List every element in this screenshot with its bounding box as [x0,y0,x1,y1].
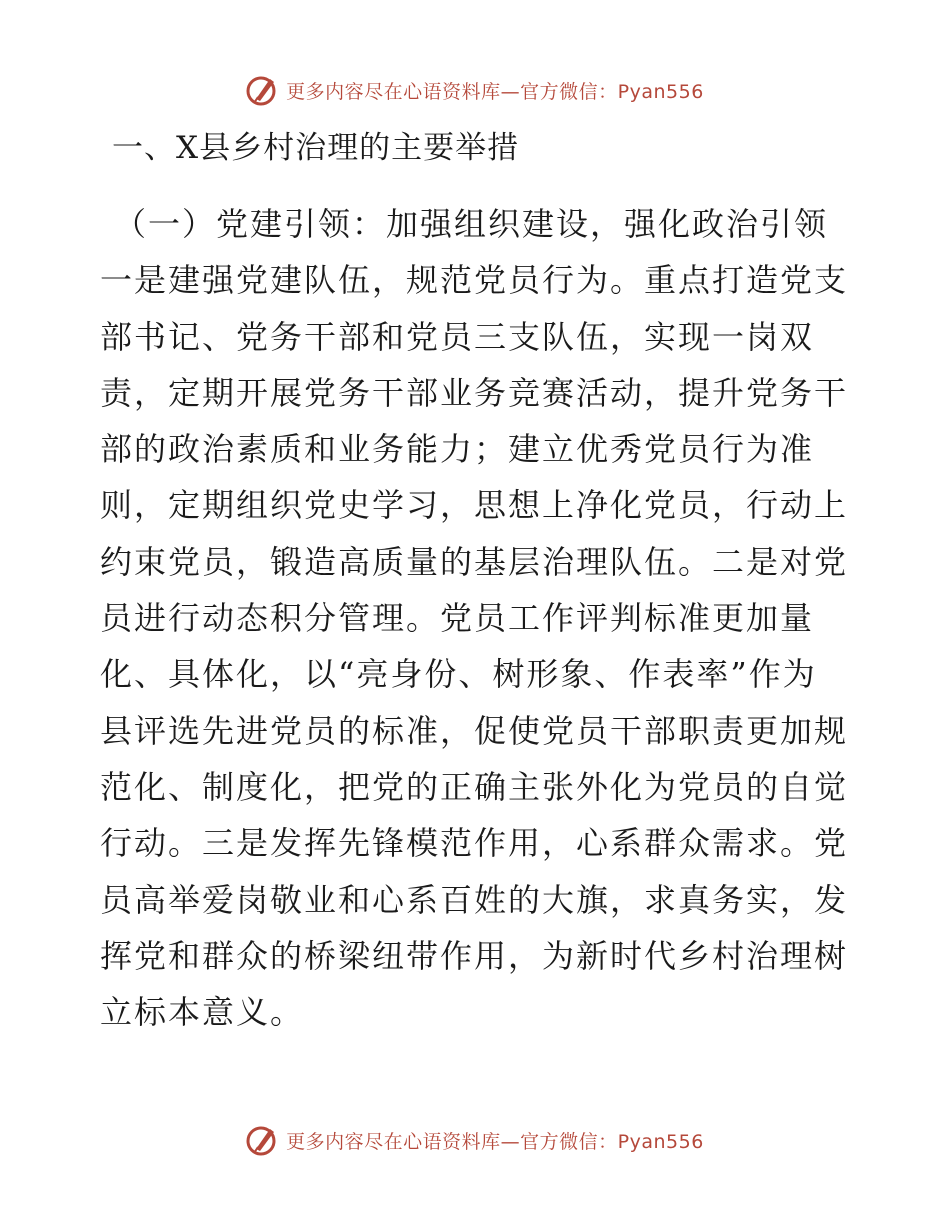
banner-text: 更多内容尽在心语资料库—官方微信：Pyan556 [286,80,704,103]
header-banner [0,70,950,110]
footer-banner [0,1120,950,1160]
body-line: 部书记、党务干部和党员三支队伍，实现一岗双 [100,317,815,356]
body-line: 责，定期开展党务干部业务竞赛活动，提升党务干 [100,373,849,412]
body-line: 化、具体化，以“亮身份、树形象、作表率”作为 [100,655,817,694]
quill-circle-logo-icon [246,73,280,107]
banner-text: 更多内容尽在心语资料库—官方微信：Pyan556 [286,1130,704,1153]
body-line: 员高举爱岗敬业和心系百姓的大旗，求真务实，发 [100,880,849,919]
body-line: 县评选先进党员的标准，促使党员干部职责更加规 [100,711,849,750]
subheading-line: （一）党建引领：加强组织建设，强化政治引领 [114,205,829,243]
quill-circle-logo-icon [246,1123,280,1157]
body-line: 挥党和群众的桥梁纽带作用，为新时代乡村治理树 [100,936,849,975]
body-line: 范化、制度化，把党的正确主张外化为党员的自觉 [100,767,849,806]
body-line: 部的政治素质和业务能力；建立优秀党员行为准 [100,430,815,469]
body-line: 一是建强党建队伍，规范党员行为。重点打造党支 [100,261,849,300]
body-line: 则，定期组织党史学习，思想上净化党员，行动上 [100,486,849,525]
body-line: 行动。三是发挥先锋模范作用，心系群众需求。党 [100,824,849,863]
body-line: 员进行动态积分管理。党员工作评判标准更加量 [100,599,815,638]
body-line: 立标本意义。 [100,993,305,1032]
body-text [100,196,860,1040]
section-heading: 一、X县乡村治理的主要举措 [112,130,520,166]
body-line: 约束党员，锻造高质量的基层治理队伍。二是对党 [100,542,849,581]
